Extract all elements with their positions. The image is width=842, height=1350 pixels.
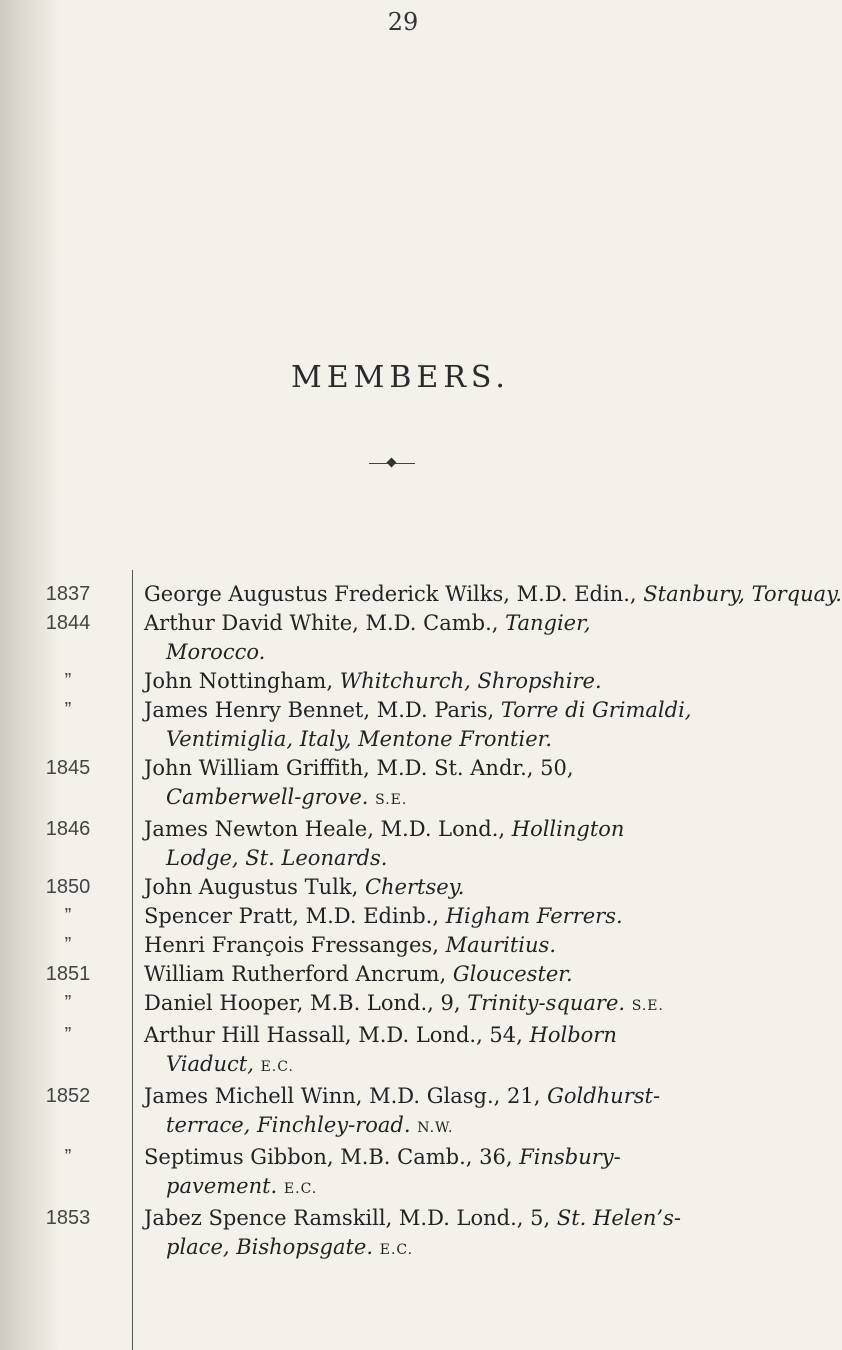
member-address: Holborn [529, 1023, 617, 1047]
member-address: Trinity-square. [467, 991, 626, 1015]
member-line-continued [144, 1111, 782, 1143]
member-name: James Henry Bennet, M.D. Paris, [144, 698, 501, 722]
page-number: 29 [387, 8, 419, 36]
member-address-continued: Camberwell-grove. [166, 785, 369, 809]
member-year: ” [64, 1146, 72, 1168]
member-entry [0, 931, 801, 960]
member-entry [0, 989, 801, 1021]
member-postal-district: S.E. [631, 998, 664, 1014]
member-address-continued: Ventimiglia, Italy, Mentone Frontier. [166, 727, 553, 751]
member-address: Hollington [511, 817, 625, 841]
member-line [144, 1082, 782, 1111]
member-year: ” [64, 992, 72, 1014]
member-text [132, 609, 782, 667]
member-postal-district: N.W. [417, 1120, 454, 1136]
member-address: Gloucester. [452, 962, 573, 986]
member-address: Stanbury, Torquay. [643, 582, 842, 606]
member-entry [0, 667, 801, 696]
member-name: Jabez Spence Ramskill, M.D. Lond., 5, [144, 1206, 557, 1230]
member-name: Arthur Hill Hassall, M.D. Lond., 54, [144, 1023, 530, 1047]
member-text [132, 667, 782, 696]
member-text [132, 815, 782, 873]
member-address: Torre di Grimaldi, [500, 698, 692, 722]
member-line [144, 754, 782, 783]
member-entry [0, 696, 801, 754]
member-entry [0, 580, 842, 609]
member-name: James Michell Winn, M.D. Glasg., 21, [144, 1084, 548, 1108]
member-entry [0, 815, 801, 873]
member-year: 1853 [45, 1207, 91, 1229]
member-name: James Newton Heale, M.D. Lond., [144, 817, 512, 841]
member-entry [0, 873, 801, 902]
member-address-continued: place, Bishopsgate. [166, 1235, 374, 1259]
member-entry [0, 609, 801, 667]
member-address-continued: pavement. [166, 1174, 278, 1198]
member-name: Arthur David White, M.D. Camb., [144, 611, 506, 635]
member-line [144, 815, 782, 844]
member-entry [0, 960, 801, 989]
member-text [132, 696, 782, 754]
member-line-continued [144, 844, 782, 873]
member-entry [0, 902, 801, 931]
member-line-continued [144, 1233, 782, 1265]
member-text [132, 931, 782, 960]
member-entry [0, 1021, 801, 1082]
ornament-line-left [369, 463, 389, 464]
member-year: 1852 [45, 1085, 91, 1107]
member-name: John William Griffith, M.D. St. Andr., 50, [144, 756, 574, 780]
member-address-continued: Morocco. [166, 640, 266, 664]
member-address-continued: Lodge, St. Leonards. [166, 846, 388, 870]
member-text [132, 1082, 782, 1143]
member-year: ” [64, 934, 72, 956]
member-line [144, 931, 782, 960]
member-line [144, 1143, 782, 1172]
member-name: John Augustus Tulk, [144, 875, 365, 899]
member-line [144, 902, 782, 931]
member-line [144, 960, 782, 989]
member-text [132, 989, 782, 1021]
member-line-continued [144, 1172, 782, 1204]
member-year: ” [64, 905, 72, 927]
member-year: 1851 [45, 963, 91, 985]
member-text [132, 1204, 782, 1265]
page-title: MEMBERS. [291, 360, 510, 395]
member-name: Spencer Pratt, M.D. Edinb., [144, 904, 446, 928]
ornament-divider [369, 457, 415, 469]
member-address: Whitchurch, Shropshire. [339, 669, 602, 693]
member-line [144, 989, 782, 1021]
member-name: Septimus Gibbon, M.B. Camb., 36, [144, 1145, 520, 1169]
member-line [144, 667, 782, 696]
member-name: George Augustus Frederick Wilks, M.D. Edin., [144, 582, 644, 606]
member-postal-district: E.C. [379, 1242, 414, 1258]
member-line [144, 1204, 782, 1233]
member-text [132, 580, 842, 609]
member-postal-district: S.E. [375, 792, 408, 808]
member-address-continued: Viaduct, [166, 1052, 254, 1076]
member-year: 1844 [45, 612, 91, 634]
member-name: John Nottingham, [144, 669, 340, 693]
member-year: 1846 [45, 818, 91, 840]
member-name: Henri François Fressanges, [144, 933, 446, 957]
member-year: 1845 [45, 757, 91, 779]
member-entry [0, 754, 801, 815]
member-line [144, 580, 842, 609]
member-address: Higham Ferrers. [445, 904, 623, 928]
member-line [144, 1021, 782, 1050]
member-name: William Rutherford Ancrum, [144, 962, 453, 986]
member-year: ” [64, 1024, 72, 1046]
member-year: 1837 [45, 583, 91, 605]
member-address: Chertsey. [364, 875, 465, 899]
member-year: ” [64, 670, 72, 692]
member-address: Mauritius. [445, 933, 556, 957]
member-postal-district: E.C. [283, 1181, 318, 1197]
member-line-continued [144, 783, 782, 815]
member-address: Goldhurst- [547, 1084, 661, 1108]
member-text [132, 754, 782, 815]
member-text [132, 873, 782, 902]
member-year: 1850 [45, 876, 91, 898]
member-text [132, 1143, 782, 1204]
member-line-continued [144, 725, 782, 754]
member-entry [0, 1204, 801, 1265]
member-line [144, 609, 782, 638]
member-text [132, 960, 782, 989]
ornament-line-right [395, 463, 415, 464]
member-address: Tangier, [505, 611, 591, 635]
member-text [132, 902, 782, 931]
member-line-continued [144, 638, 782, 667]
member-year: ” [64, 699, 72, 721]
member-text [132, 1021, 782, 1082]
member-entry [0, 1082, 801, 1143]
members-list [0, 580, 842, 1265]
member-postal-district: E.C. [260, 1059, 294, 1075]
member-line-continued [144, 1050, 782, 1082]
member-address-continued: terrace, Finchley-road. [166, 1113, 411, 1137]
member-line [144, 873, 782, 902]
member-address: Finsbury- [519, 1145, 621, 1169]
member-entry [0, 1143, 801, 1204]
member-line [144, 696, 782, 725]
member-name: Daniel Hooper, M.B. Lond., 9, [144, 991, 468, 1015]
member-address: St. Helen’s- [556, 1206, 681, 1230]
